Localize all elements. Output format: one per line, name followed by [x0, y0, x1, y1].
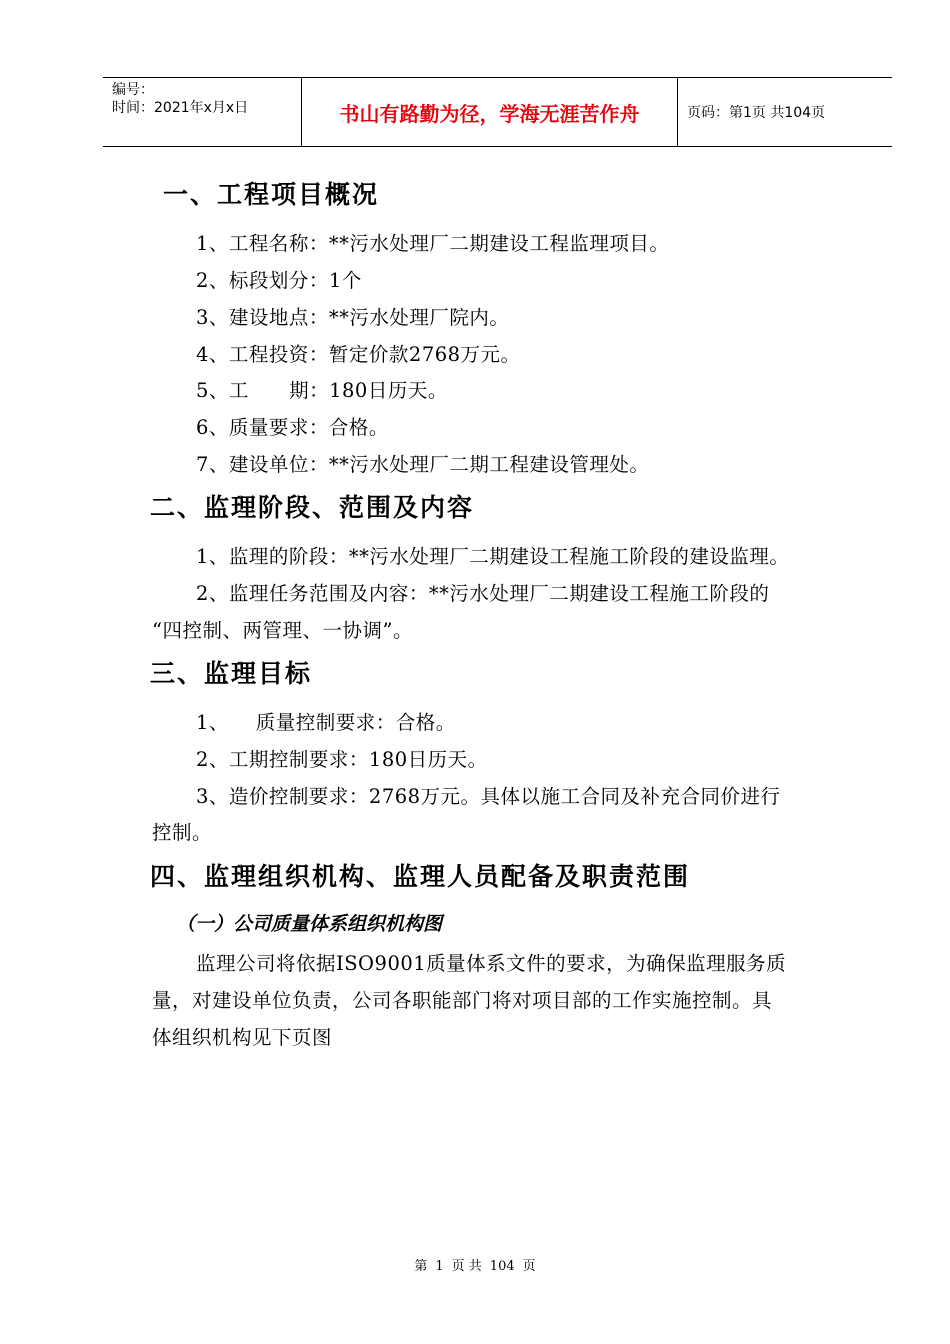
paragraph-line: 1、 质量控制要求：合格。	[196, 711, 456, 734]
paragraph-line: 2、工期控制要求：180日历天。	[196, 748, 488, 771]
paragraph-line: 体组织机构见下页图	[152, 1026, 333, 1049]
footer-prefix: 第	[414, 1259, 428, 1274]
list-item: 2、标段划分：1个	[196, 269, 362, 292]
section-title-3: 三、监理目标	[150, 659, 313, 688]
list-item: 4、工程投资：暂定价款2768万元。	[196, 343, 521, 366]
list-item: 1、工程名称：**污水处理厂二期建设工程监理项目。	[196, 232, 670, 255]
document-number-label: 编号：	[112, 82, 154, 98]
footer-suffix: 页	[522, 1259, 536, 1274]
subsection-title: （一）公司质量体系组织机构图	[176, 913, 443, 935]
document-date: 时间：2021年x月x日	[112, 100, 249, 116]
list-item: 7、建设单位：**污水处理厂二期工程建设管理处。	[196, 453, 650, 476]
list-item: 6、质量要求：合格。	[196, 416, 389, 439]
footer-total-pages: 104	[489, 1259, 515, 1274]
list-item: 3、建设地点：**污水处理厂院内。	[196, 306, 510, 329]
paragraph-line: 3、造价控制要求：2768万元。具体以施工合同及补充合同价进行	[196, 785, 781, 808]
paragraph-line: “四控制、两管理、一协调”。	[152, 619, 413, 642]
list-item: 5、工 期：180日历天。	[196, 379, 448, 402]
header-meta	[112, 81, 248, 117]
paragraph-line: 1、监理的阶段：**污水处理厂二期建设工程施工阶段的建设监理。	[196, 545, 790, 568]
header-motto: 书山有路勤为径，学海无涯苦作舟	[339, 101, 640, 126]
page-header	[103, 77, 892, 147]
header-page-info: 页码：第1页 共104页	[687, 105, 826, 121]
section-title-4: 四、监理组织机构、监理人员配备及职责范围	[150, 862, 691, 891]
footer-page-number: 1	[435, 1259, 444, 1274]
paragraph-line: 控制。	[152, 821, 213, 844]
section-title-1: 一、工程项目概况	[163, 180, 380, 209]
header-divider	[677, 78, 678, 146]
footer-middle: 页 共	[451, 1259, 482, 1274]
paragraph-line: 量，对建设单位负责，公司各职能部门将对项目部的工作实施控制。具	[152, 989, 773, 1012]
paragraph-line: 监理公司将依据ISO9001质量体系文件的要求，为确保监理服务质	[196, 952, 787, 975]
section-title-2: 二、监理阶段、范围及内容	[150, 493, 475, 522]
page-footer	[0, 1258, 950, 1276]
paragraph-line: 2、监理任务范围及内容：**污水处理厂二期建设工程施工阶段的	[196, 582, 770, 605]
